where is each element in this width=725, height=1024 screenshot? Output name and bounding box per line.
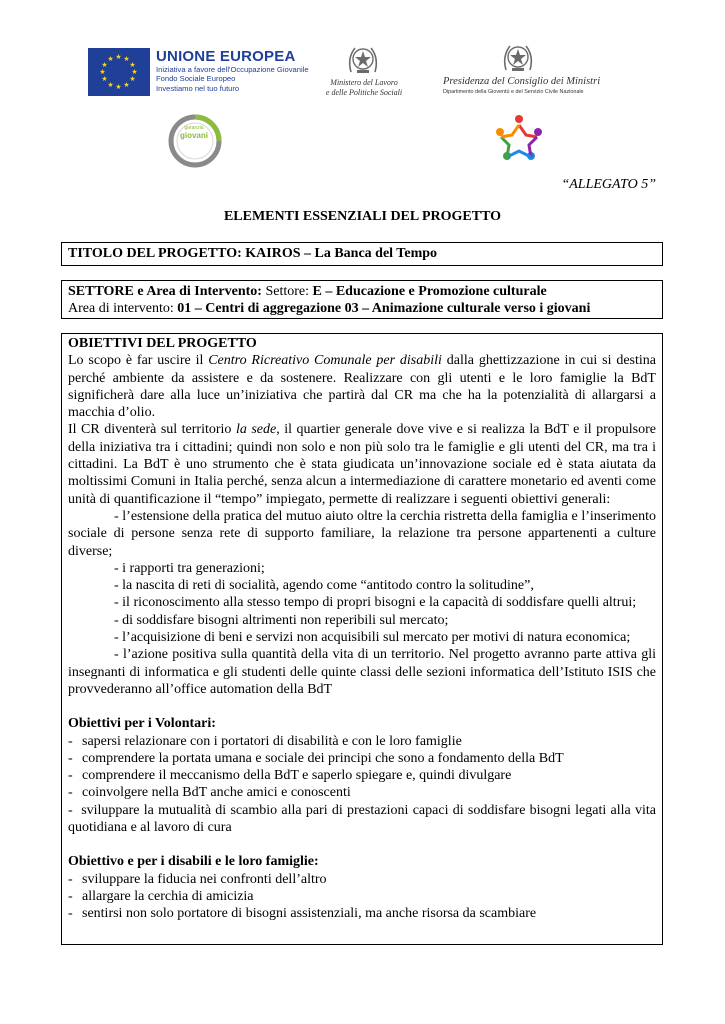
list-item-text: sapersi relazionare con i portatori di disabilità e con le loro famiglie [82,733,462,749]
eu-flag-icon: ★ ★ ★ ★ ★ ★ ★ ★ ★ ★ ★ ★ [88,48,150,96]
text-run: Il CR diventerà sul territorio [68,422,236,438]
sector-label: SETTORE e Area di Intervento: [68,284,262,299]
list-item: - i rapporti tra generazioni; [114,560,265,576]
list-item: - di soddisfare bisogni altrimenti non reperibili sul mercato; [114,612,449,628]
list-item: - comprendere il meccanismo della BdT e saperlo spiegare e, quindi divulgare [68,767,656,784]
gg-small-text: garanzia [184,125,204,131]
presidency-title: Presidenza del Consiglio dei Ministri [443,76,601,87]
eu-line: Iniziativa a favore dell'Occupazione Giovanile [156,65,309,74]
list-item-text: allargare la cerchia di amicizia [82,888,254,904]
disabled-heading: Obiettivo e per i disabili e le loro famiglie: [68,854,319,870]
sector-prefix: Settore: [261,284,313,299]
gg-big-text: giovani [179,131,208,140]
list-item: - sentirsi non solo portatore di bisogni assistenziali, ma anche risorsa da scambiare [68,905,656,922]
ministry-line-2: e delle Politiche Sociali [325,88,403,97]
list-item: - la nascita di reti di socialità, agendo come “antitodo contro la solitudine”, [114,578,534,594]
sector-box [61,280,663,319]
objectives-box [61,333,663,945]
sector-value: E – Educazione e Promozione culturale [312,284,547,299]
area-prefix: Area di intervento: [68,301,178,317]
list-item: - coinvolgere nella BdT anche amici e conoscenti [68,784,656,801]
objectives-paragraph [68,352,656,421]
list-item: - l’acquisizione di beni e servizi non acquisibili sul mercato per motivi di natura economica; [114,630,631,646]
objectives-paragraph [68,646,656,698]
list-item: - comprendere la portata umana e sociale dei principi che sono a fondamento della BdT [68,750,656,767]
project-title-box [61,242,663,266]
text-run: , il quartier generale dove vive e si realizza la BdT e il propulsore della iniziativa tra i cittadini; quindi non solo e non più solo tra le famiglie e gli utenti del CR, ma tra i cittadini. La BdT è uno strumento che è stata giudicata un’innovazione sociale ed è stata aiutata da moltissimi Comuni in Italia perché, senza alcun a intermediazione di carattere monetario ed aventi come unità di quantificazione il “tempo” impiegato, permette di realizzare i seguenti obiettivi generali: [68,422,656,507]
eu-line: Investiamo nel tuo futuro [156,83,240,93]
republic-emblem-icon [345,42,381,76]
garanzia-giovani-logo-icon [168,114,222,168]
volunteers-heading: Obiettivi per i Volontari: [68,716,216,732]
list-item-text: comprendere la portata umana e sociale dei principi che sono a fondamento della BdT [82,750,564,766]
eu-logo-block [88,48,309,96]
list-item-text: sviluppare la fiducia nei confronti dell’altro [82,871,327,887]
document-title: ELEMENTI ESSENZIALI DEL PROGETTO [223,209,502,224]
text-run: Nel progetto avranno parte attiva gli insegnanti di informatica e gli studenti delle quinte classi delle sezioni informatica dell’Istituto ISIS che provvederanno all’office automation della BdT [68,647,656,697]
objectives-heading: OBIETTIVI DEL PROGETTO [68,336,257,351]
list-item-text: sentirsi non solo portatore di bisogni assistenziali, ma anche risorsa da scambiare [82,906,537,922]
list-item-text: sviluppare la mutualità di scambio alla pari di prestazioni capaci di soddisfare bisogni legati alla vita quotidiana e al lavoro di cura [68,802,656,836]
list-item: - l’estensione della pratica del mutuo aiuto oltre la cerchia ristretta della famiglia e l’inserimento sociale di persone senza rete di supporto familiare, la relazione tra persone appartenenti a culture diverse; [68,508,656,559]
servizio-civile-star-icon [493,113,545,165]
list-item: - sviluppare la mutualità di scambio alla pari di prestazioni capaci di soddisfare bisogni legati alla vita quotidiana e al lavoro di cura [68,802,656,836]
objectives-paragraph [68,421,656,507]
area-value: 01 – Centri di aggregazione 03 – Animazione culturale verso i giovani [177,301,591,317]
eu-title: UNIONE EUROPEA [156,48,296,65]
eu-line: Fondo Sociale Europeo [156,74,236,84]
republic-emblem-icon [500,40,536,74]
text-run: Lo scopo è far uscire il [68,353,209,369]
text-run: la sede [235,422,277,438]
list-item: - sapersi relazionare con i portatori di disabilità e con le loro famiglie [68,733,656,750]
text-run: Centro Ricreativo Comunale per disabili [208,353,442,369]
allegato-label: “ALLEGATO 5” [561,177,656,192]
list-item: - sviluppare la fiducia nei confronti dell’altro [68,871,656,888]
list-item-text: coinvolgere nella BdT anche amici e conoscenti [82,785,351,801]
text-run: dalla ghettizzazione in cui si destina perché ambiente da assistere e da sostenere. Realizzare con gli utenti e le loro famiglie la BdT significherà dare alla luce un’iniziativa che partirà dal CR ma che ha la potenzialità di allargarsi a macchia d’olio. [68,353,656,421]
presidency-subtitle: Dipartimento della Gioventù e del Servizio Civile Nazionale [443,89,584,95]
list-item: - allargare la cerchia di amicizia [68,888,656,905]
project-title: TITOLO DEL PROGETTO: KAIROS – La Banca del Tempo [68,246,438,261]
list-item: - il riconoscimento alla stesso tempo di propri bisogni e la capacità di soddisfare quelli altrui; [114,595,637,611]
ministry-line-1: Ministero del Lavoro [330,78,398,87]
list-item-text: comprendere il meccanismo della BdT e saperlo spiegare e, quindi divulgare [82,768,512,784]
list-item: - l’azione positiva sulla quantità della vita di un territorio. [114,647,445,663]
